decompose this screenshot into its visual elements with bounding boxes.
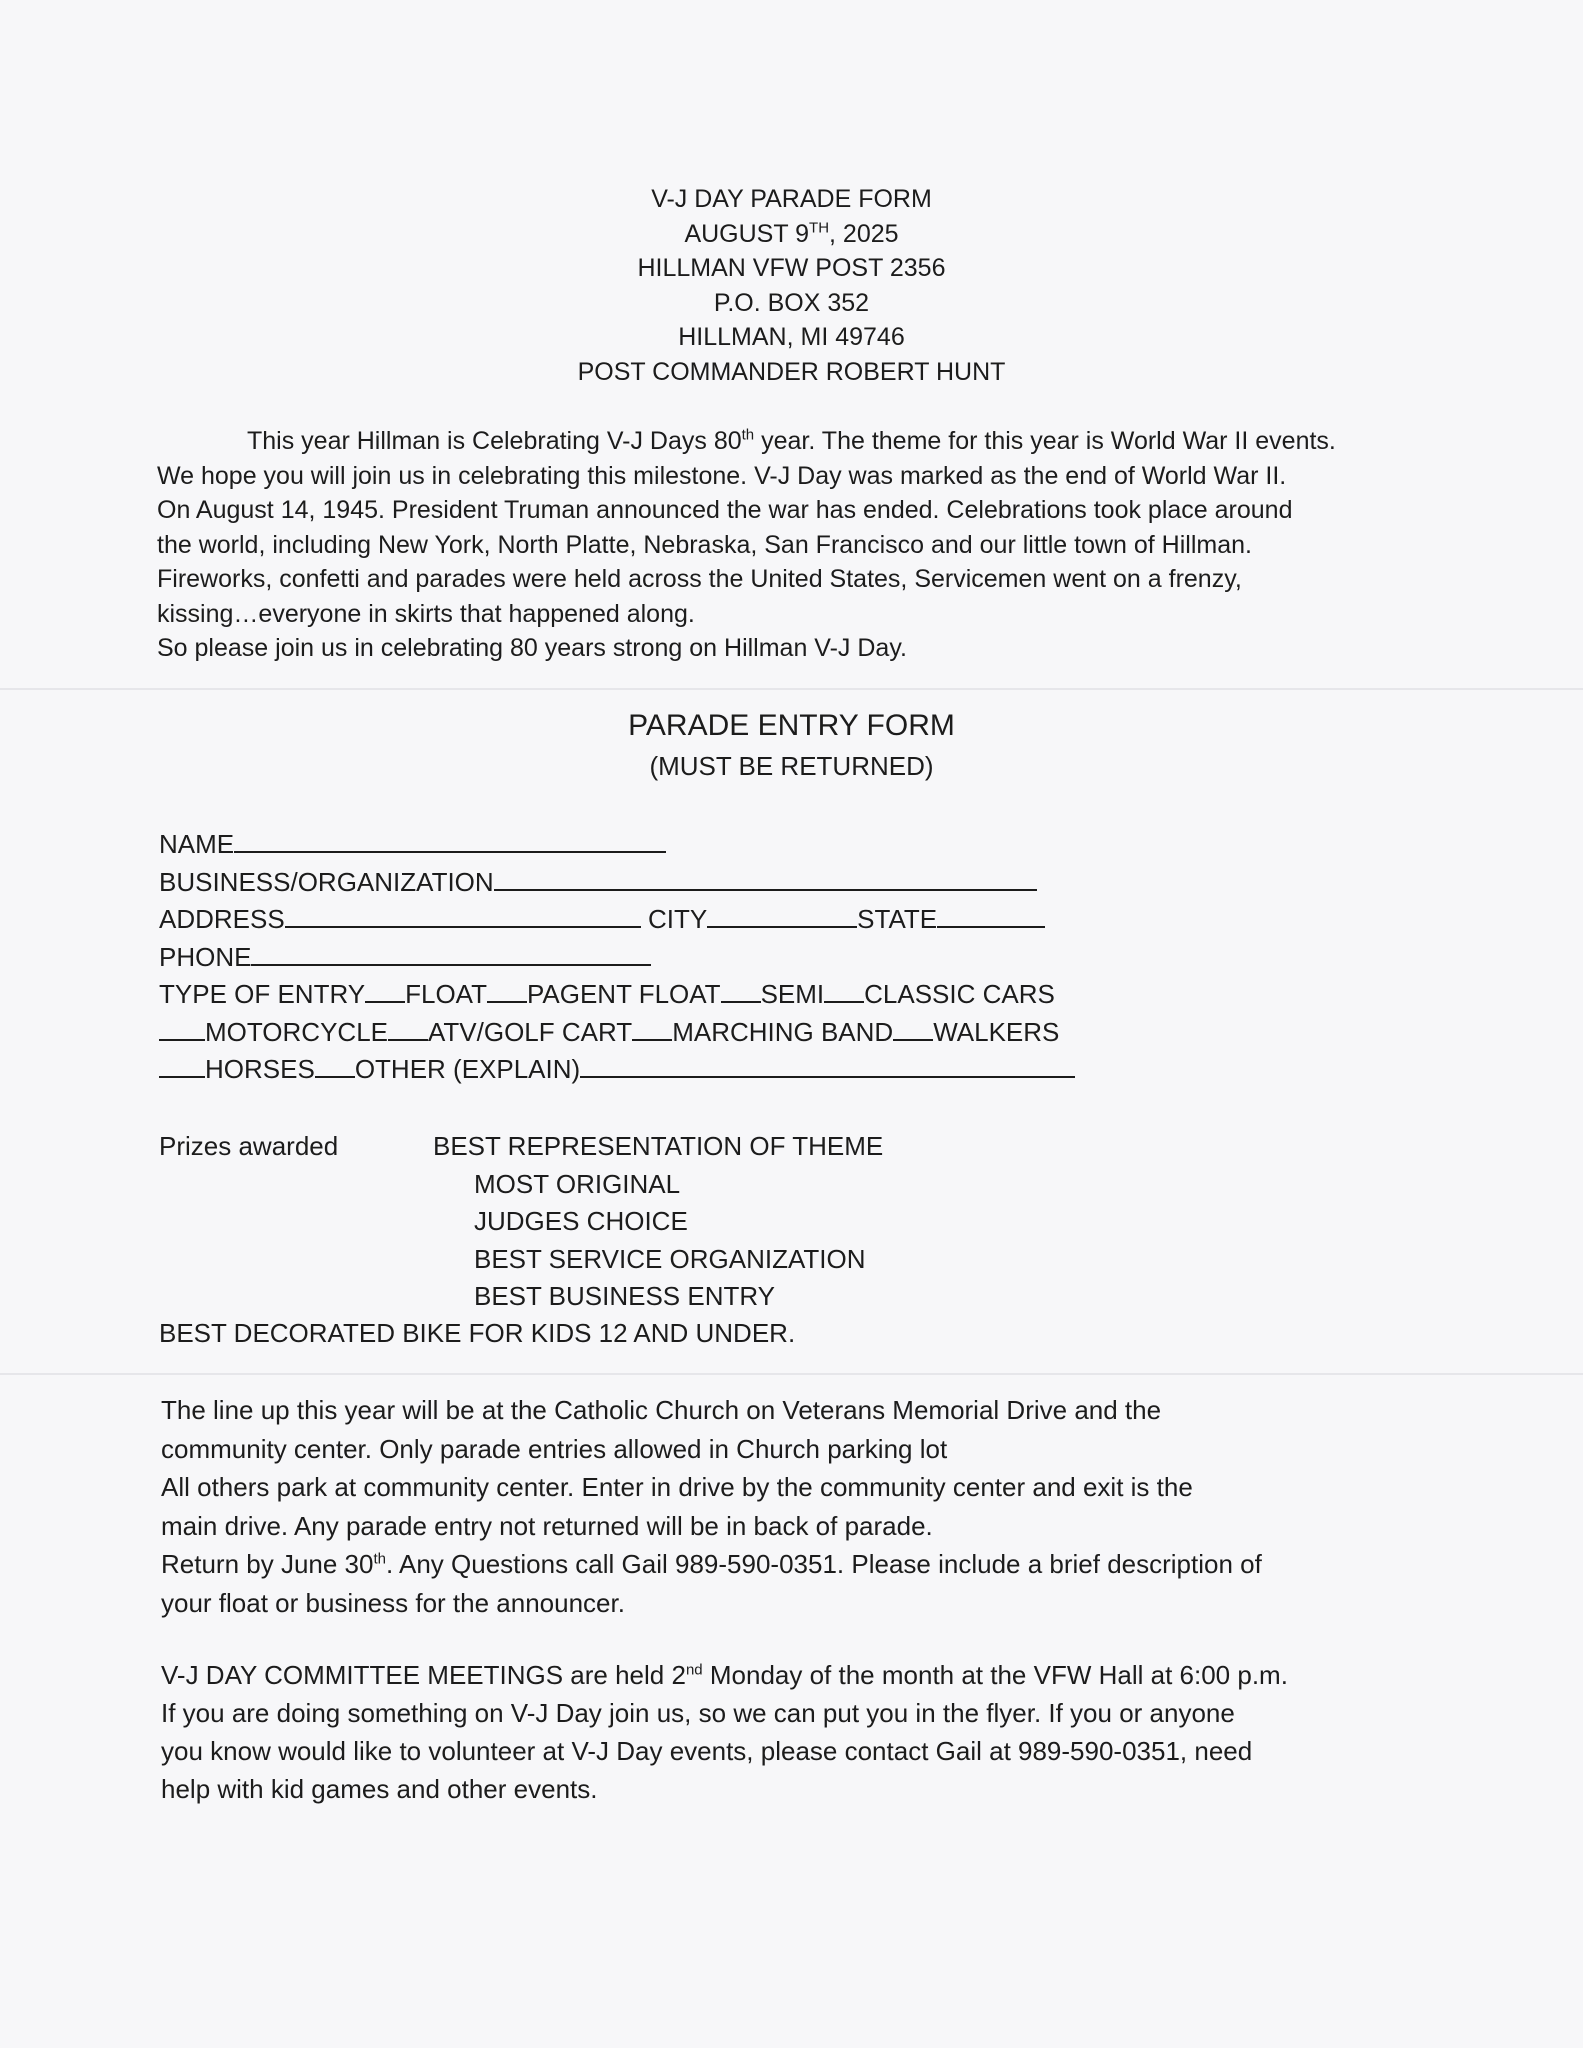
horses-checkbox[interactable] [159, 1054, 205, 1078]
semi-checkbox[interactable] [721, 979, 761, 1003]
entry-type-row: TYPE OF ENTRY FLOAT PAGENT FLOAT SEMI CLASSIC CARS [159, 979, 1055, 1009]
phone-row [159, 939, 1159, 977]
state-label: STATE [857, 904, 938, 934]
phone-label: PHONE [159, 941, 252, 972]
address-field[interactable] [285, 904, 641, 928]
name-row [159, 826, 1159, 864]
lineup-paragraph: The line up this year will be at the Catholic Church on Veterans Memorial Drive and the community center. Only parade entries allowed in Church parking lot All others park at community center. Enter in drive by the community center and exit is the main drive. Any parade entry not returned will be in back of parade. Return by June 30th. Any Questions call Gail 989-590-0351. Please include a brief description of your float or business for the announcer. [161, 1395, 1262, 1618]
paper-fold-line [0, 688, 1583, 690]
intro-paragraph: This year Hillman is Celebrating V-J Days 80th year. The theme for this year is World War II events. We hope you will join us in celebrating this milestone. V-J Day was marked as the end of World War II. On August 14, 1945. President Truman announced the war has ended. Celebrations took place around the world, including New York, North Platte, Nebraska, San Francisco and our little town of Hillman. Fireworks, confetti and parades were held across the United States, Servicemen went on a frenzy, kissing…everyone in skirts that happened along. So please join us in celebrating 80 years strong on Hillman V-J Day. [157, 426, 1336, 662]
prize-item: BEST REPRESENTATION OF THEME [433, 1131, 884, 1161]
float-checkbox[interactable] [365, 979, 405, 1003]
prize-item: JUDGES CHOICE [474, 1206, 688, 1236]
other-explain-field[interactable] [580, 1054, 1075, 1078]
city-state-zip: HILLMAN, MI 49746 [678, 323, 905, 351]
letterhead [0, 182, 1583, 389]
paper-fold-line [0, 1373, 1583, 1375]
entry-type-label: TYPE OF ENTRY [159, 979, 366, 1009]
entry-type-row-3: HORSES OTHER (EXPLAIN) [159, 1051, 1159, 1089]
pagent-float-checkbox[interactable] [487, 979, 527, 1003]
marching-band-checkbox[interactable] [632, 1017, 672, 1041]
form-title: V-J DAY PARADE FORM [651, 185, 932, 213]
walkers-checkbox[interactable] [893, 1017, 933, 1041]
prizes-list [433, 1128, 883, 1316]
entry-type-row-2: MOTORCYCLE ATV/GOLF CART MARCHING BAND WALKERS [159, 1014, 1159, 1052]
other-checkbox[interactable] [315, 1054, 355, 1078]
state-field[interactable] [937, 904, 1045, 928]
name-field[interactable] [234, 829, 666, 853]
post-commander: POST COMMANDER ROBERT HUNT [577, 357, 1006, 386]
address-row [159, 901, 1159, 939]
prize-item: MOST ORIGINAL [474, 1168, 681, 1199]
business-label: BUSINESS/ORGANIZATION [159, 866, 494, 897]
entry-form-title: PARADE ENTRY FORM [628, 709, 955, 742]
address-label: ADDRESS [159, 904, 285, 934]
entry-fields [159, 826, 1159, 1089]
post-name: HILLMAN VFW POST 2356 [637, 254, 946, 282]
prize-kids-bike: BEST DECORATED BIKE FOR KIDS 12 AND UNDER. [159, 1318, 796, 1348]
city-label: CITY [647, 904, 708, 934]
atv-checkbox[interactable] [388, 1017, 428, 1041]
business-row [159, 864, 1159, 902]
city-field[interactable] [707, 904, 857, 928]
phone-field[interactable] [251, 942, 651, 966]
motorcycle-checkbox[interactable] [159, 1017, 205, 1041]
po-box: P.O. BOX 352 [713, 288, 870, 317]
entry-form-subtitle: (MUST BE RETURNED) [649, 751, 934, 781]
classic-cars-checkbox[interactable] [824, 979, 864, 1003]
meetings-paragraph: V-J DAY COMMITTEE MEETINGS are held 2nd Monday of the month at the VFW Hall at 6:00 p.m. If you are doing something on V-J Day join us, so we can put you in the flyer. If you or anyone you know would like to volunteer at V-J Day events, please contact Gail at 989-590-0351, need help with kid games and other events. [161, 1660, 1288, 1804]
event-date: AUGUST 9TH, 2025 [684, 219, 899, 248]
prize-item: BEST BUSINESS ENTRY [474, 1281, 776, 1311]
prizes-label: Prizes awarded [159, 1131, 339, 1161]
business-field[interactable] [494, 867, 1037, 891]
name-label: NAME [159, 829, 235, 859]
prize-item: BEST SERVICE ORGANIZATION [474, 1243, 866, 1274]
